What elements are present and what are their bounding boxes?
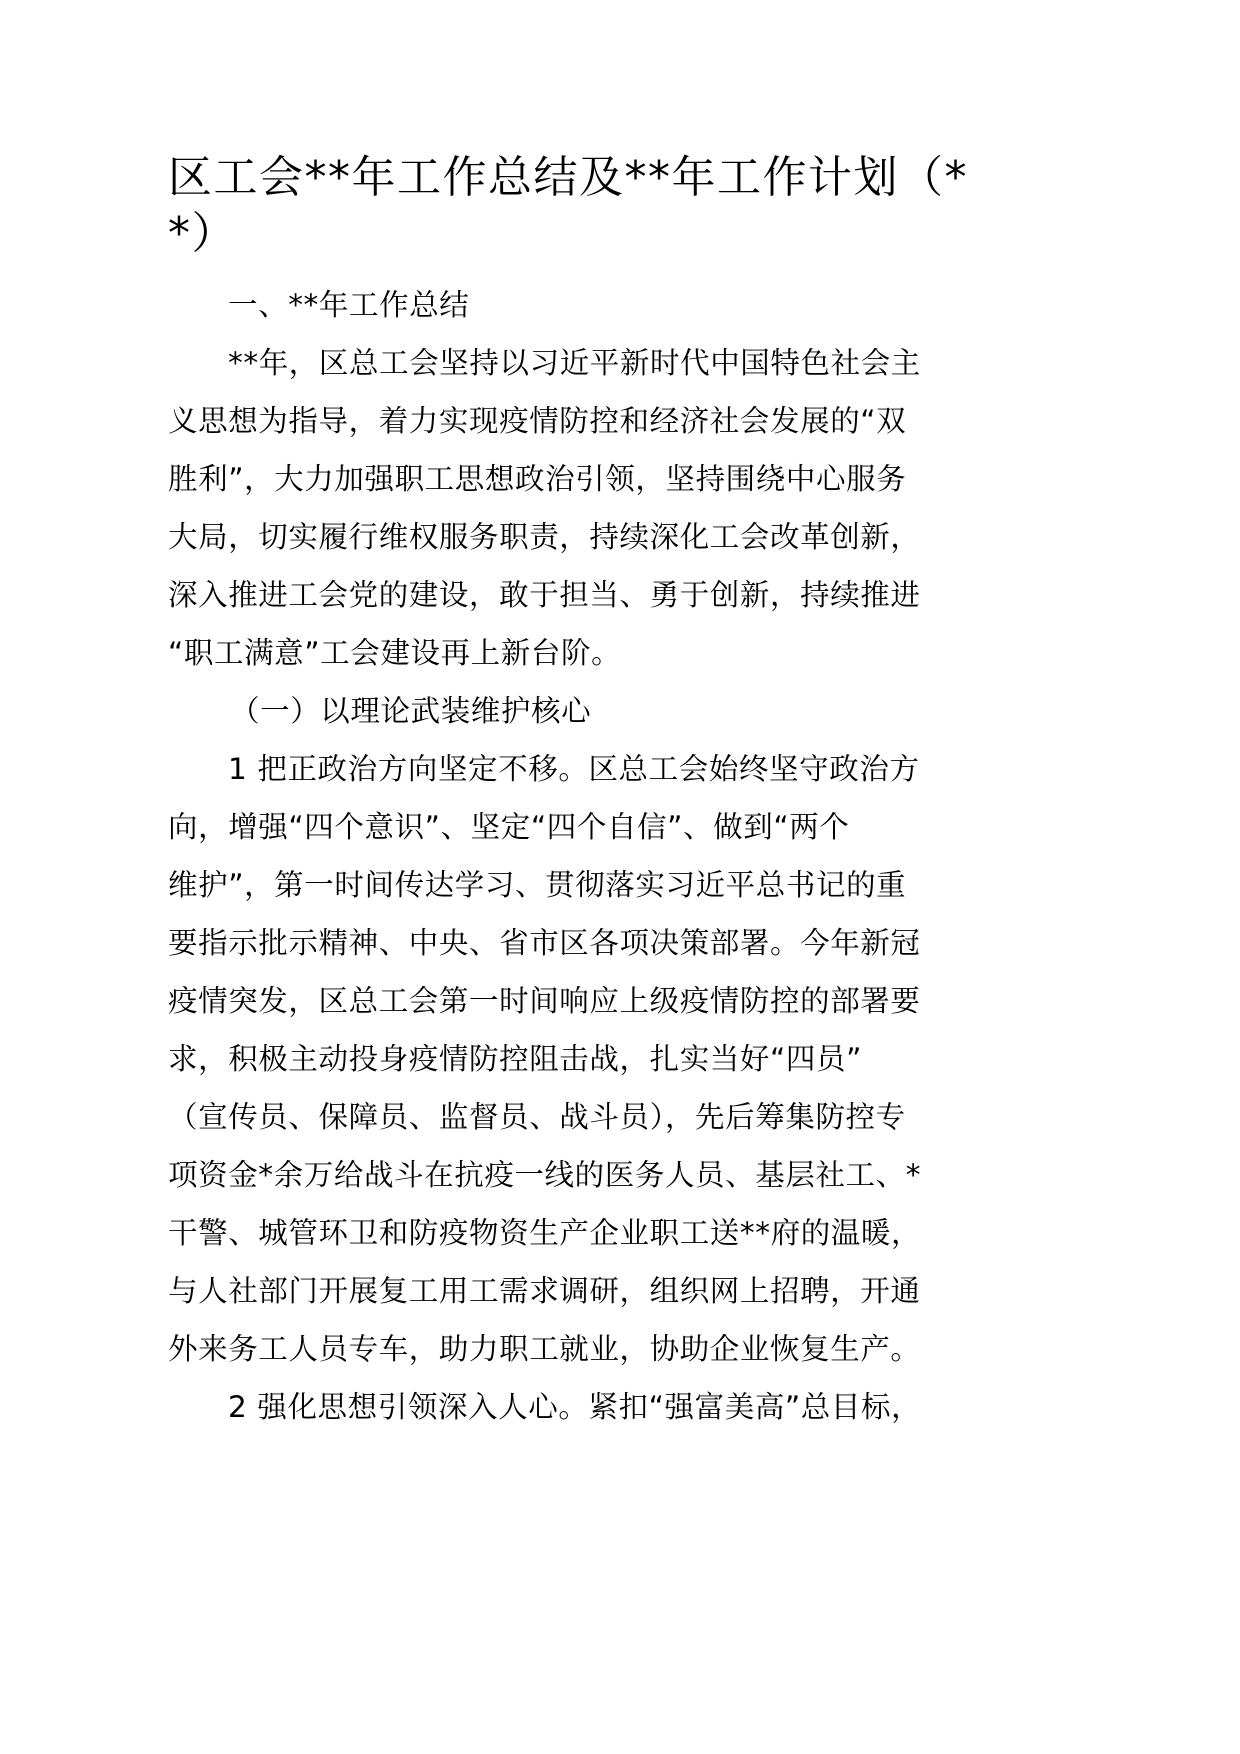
paragraph-line: 维护”，第一时间传达学习、贯彻落实习近平总书记的重 <box>168 868 907 902</box>
paragraph-line: 向，增强“四个意识”、坚定“四个自信”、做到“两个 <box>168 810 850 844</box>
title-line-1: 区工会**年工作总结及**年工作计划（* <box>168 152 968 203</box>
paragraph-line: “职工满意”工会建设再上新台阶。 <box>168 636 622 670</box>
document-page <box>168 150 968 1436</box>
paragraph-line: 1 把正政治方向坚定不移。区总工会始终坚守政治方 <box>228 752 920 786</box>
paragraph-line: 深入推进工会党的建设，敢于担当、勇于创新，持续推进 <box>168 578 921 612</box>
item-1-paragraph <box>168 740 948 1378</box>
paragraph-line: 要指示批示精神、中央、省市区各项决策部署。今年新冠 <box>168 926 921 960</box>
paragraph-line: 求，积极主动投身疫情防控阻击战，扎实当好“四员” <box>168 1042 862 1076</box>
paragraph-line: **年，区总工会坚持以习近平新时代中国特色社会主 <box>228 346 921 380</box>
intro-paragraph <box>168 334 948 682</box>
item-2-paragraph <box>168 1378 948 1436</box>
section-heading: 一、**年工作总结 <box>228 288 470 322</box>
paragraph-line: 外来务工人员专车，助力职工就业，协助企业恢复生产。 <box>168 1332 921 1366</box>
paragraph-line: 与人社部门开展复工用工需求调研，组织网上招聘，开通 <box>168 1274 921 1308</box>
document-title <box>168 150 968 262</box>
paragraph-line: 大局，切实履行维权服务职责，持续深化工会改革创新， <box>168 520 921 554</box>
subsection-heading: （一）以理论武装维护核心 <box>230 694 592 728</box>
paragraph-line: 干警、城管环卫和防疫物资生产企业职工送**府的温暖， <box>168 1216 922 1250</box>
paragraph-line: 2 强化思想引领深入人心。紧扣“强富美高”总目标， <box>228 1390 922 1424</box>
title-line-2: *） <box>168 208 237 259</box>
paragraph-line: （宣传员、保障员、监督员、战斗员），先后筹集防控专 <box>168 1100 906 1134</box>
paragraph-line: 胜利”，大力加强职工思想政治引领，坚持围绕中心服务 <box>168 462 907 496</box>
paragraph-line: 义思想为指导，着力实现疫情防控和经济社会发展的“双 <box>168 404 907 438</box>
paragraph-line: 疫情突发，区总工会第一时间响应上级疫情防控的部署要 <box>168 984 921 1018</box>
paragraph-line: 项资金*余万给战斗在抗疫一线的医务人员、基层社工、* <box>168 1158 922 1192</box>
